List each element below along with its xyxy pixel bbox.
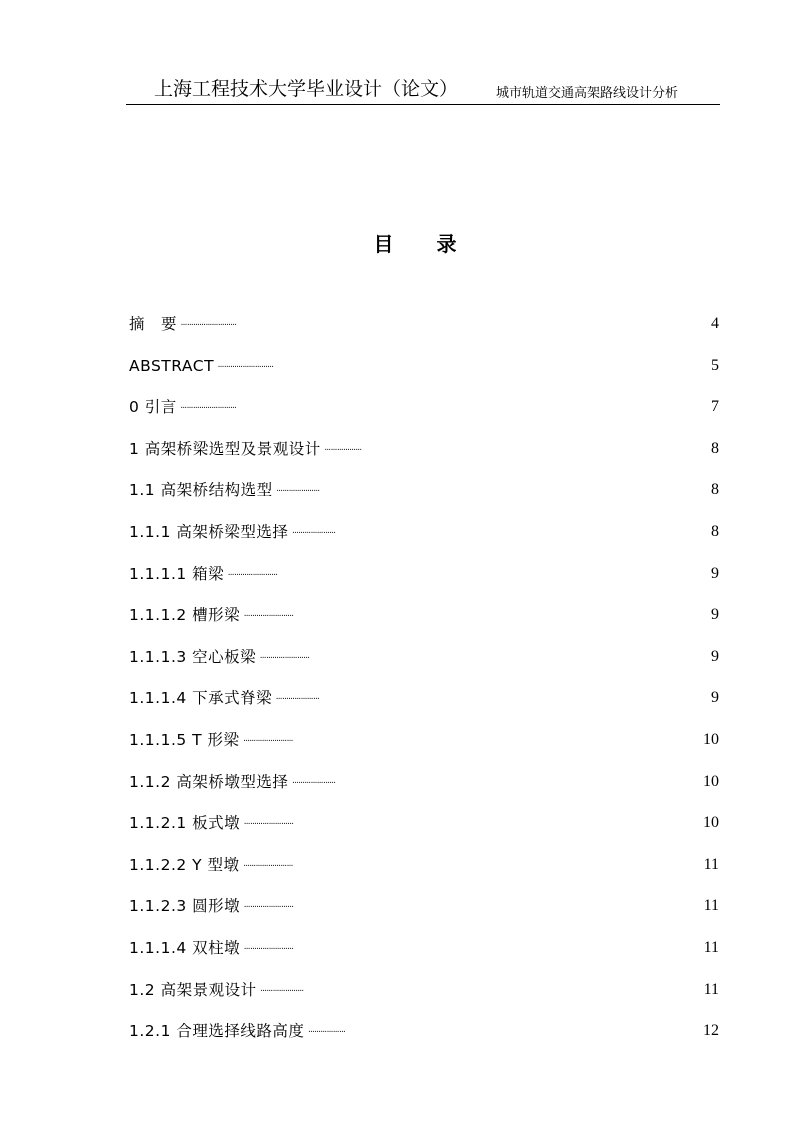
- toc-entry-page-number: 4: [711, 315, 719, 332]
- toc-entry-leader: ……………………: [244, 900, 294, 912]
- toc-entry-leader: ………………………: [218, 359, 274, 371]
- toc-entry[interactable]: [129, 812, 719, 854]
- toc-entry[interactable]: [129, 771, 719, 813]
- toc-entry-label: 1.2.1 合理选择线路高度: [129, 1022, 305, 1041]
- toc-entry-leader: ……………………: [244, 817, 294, 829]
- toc-entry-label: 1.1.2.2 Y 型墩: [129, 855, 240, 874]
- toc-entry-page-number: 9: [711, 606, 719, 624]
- toc-entry-page-number: 9: [711, 647, 719, 665]
- toc-entry-leader: …………………: [276, 484, 320, 496]
- toc-entry-page-number: 10: [703, 814, 719, 832]
- toc-entry[interactable]: [129, 687, 719, 729]
- toc-entry[interactable]: [129, 854, 719, 896]
- table-of-contents: [129, 313, 719, 1062]
- toc-entry-leader: ………………………: [180, 401, 237, 413]
- toc-entry-label: 1.1 高架桥结构选型: [129, 481, 273, 500]
- toc-entry-leader: …………………: [292, 525, 336, 537]
- toc-entry-page-number: 11: [703, 938, 719, 956]
- toc-entry-page-number: 12: [703, 1022, 719, 1040]
- toc-entry-label: 1.1.2.3 圆形墩: [129, 897, 241, 916]
- toc-entry-label: 1.1.2.1 板式墩: [129, 814, 241, 833]
- toc-entry[interactable]: [129, 313, 719, 355]
- toc-entry[interactable]: [129, 355, 719, 397]
- toc-entry-leader: ……………………: [228, 567, 278, 579]
- toc-entry-leader: ……………………: [244, 609, 294, 621]
- toc-heading: 目 录: [373, 232, 475, 256]
- page-header: [126, 76, 720, 105]
- toc-entry-label: 1.1.1.1 箱梁: [129, 564, 225, 583]
- toc-entry-label: 1.1.1.3 空心板梁: [129, 647, 257, 666]
- toc-entry-page-number: 7: [711, 398, 719, 416]
- toc-entry-page-number: 11: [703, 855, 719, 873]
- toc-entry-label: 1.1.1.5 T 形梁: [129, 730, 240, 749]
- toc-entry-label: 1.1.1.2 槽形梁: [129, 606, 241, 625]
- toc-entry-leader: ………………: [308, 1025, 346, 1037]
- toc-entry-leader: …………………: [276, 692, 320, 704]
- toc-entry-page-number: 5: [711, 356, 719, 374]
- toc-entry[interactable]: [129, 729, 719, 771]
- toc-entry-leader: ……………………: [244, 941, 294, 953]
- toc-entry-label: 1.1.2 高架桥墩型选择: [129, 772, 289, 791]
- toc-entry-label: 1.1.1.4 下承式脊梁: [129, 689, 273, 708]
- toc-entry-leader: ………………: [324, 442, 363, 454]
- toc-entry-page-number: 10: [703, 730, 719, 748]
- toc-entry-page-number: 9: [711, 689, 719, 707]
- toc-entry-leader: ……………………: [243, 733, 294, 745]
- toc-entry-page-number: 9: [711, 564, 719, 582]
- toc-entry[interactable]: [129, 521, 719, 563]
- toc-entry[interactable]: [129, 937, 719, 979]
- toc-entry-label: 1.1.1.4 双柱墩: [129, 938, 241, 957]
- toc-entry[interactable]: [129, 563, 719, 605]
- toc-entry-leader: …………………: [292, 775, 336, 787]
- toc-entry-leader: ……………………: [260, 650, 310, 662]
- toc-entry-label: 0 引言: [129, 398, 177, 417]
- toc-entry-label: 1.2 高架景观设计: [129, 980, 257, 999]
- toc-entry-leader: ……………………: [243, 858, 294, 870]
- toc-entry-leader: ………………………: [181, 318, 237, 329]
- toc-entry[interactable]: [129, 604, 719, 646]
- toc-entry[interactable]: [129, 438, 719, 480]
- toc-entry-label: 1.1.1 高架桥梁型选择: [129, 522, 289, 541]
- toc-entry-page-number: 11: [703, 980, 719, 998]
- toc-entry-page-number: 11: [703, 897, 719, 915]
- toc-entry-leader: …………………: [260, 983, 304, 995]
- toc-entry-page-number: 10: [703, 772, 719, 790]
- toc-entry[interactable]: [129, 646, 719, 688]
- toc-entry[interactable]: [129, 895, 719, 937]
- toc-entry-label: 1 高架桥梁选型及景观设计: [129, 439, 321, 458]
- toc-entry[interactable]: [129, 396, 719, 438]
- toc-entry-label: ABSTRACT: [129, 356, 215, 375]
- toc-entry-page-number: 8: [711, 522, 719, 540]
- toc-entry[interactable]: [129, 479, 719, 521]
- toc-entry-page-number: 8: [711, 439, 719, 457]
- toc-entry-page-number: 8: [711, 481, 719, 499]
- toc-entry[interactable]: [129, 1020, 719, 1062]
- header-thesis-title: 城市轨道交通高架路线设计分析: [496, 86, 679, 101]
- toc-entry[interactable]: [129, 979, 719, 1021]
- header-university-title: 上海工程技术大学毕业设计（论文）: [154, 78, 459, 100]
- toc-entry-label: 摘 要: [129, 315, 178, 333]
